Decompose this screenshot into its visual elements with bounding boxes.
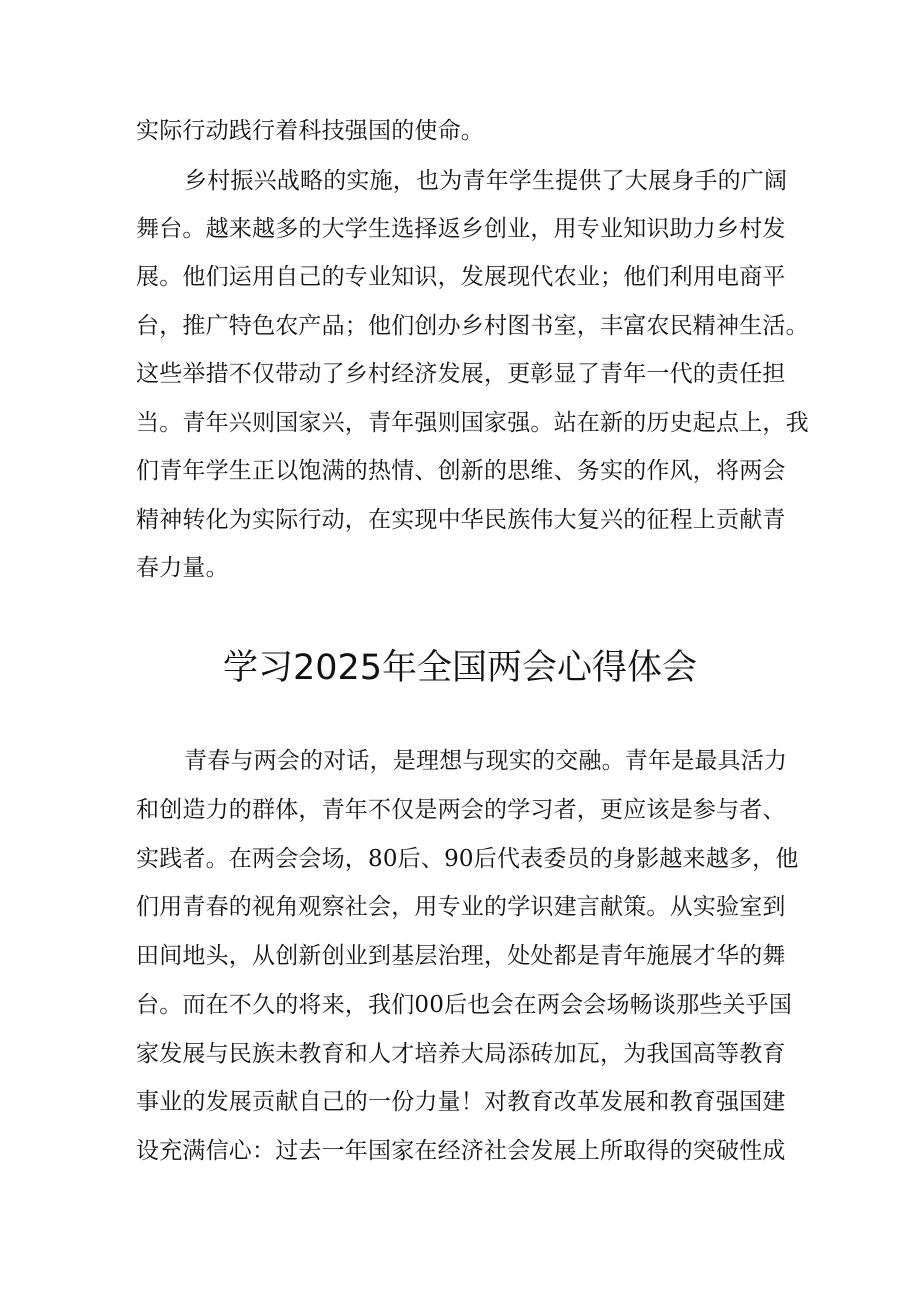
paragraph-2-line-4: 台，推广特色农产品；他们创办乡村图书室，丰富农民精神生活。 [136,313,809,339]
paragraph-3-line-9: 设充满信心：过去一年国家在经济社会发展上所取得的突破性成 [136,1138,786,1164]
paragraph-3-line-7: 家发展与民族未教育和人才培养大局添砖加瓦，为我国高等教育 [136,1041,786,1067]
paragraph-2-line-6: 当。青年兴则国家兴，青年强则国家强。站在新的历史起点上，我 [136,410,809,436]
paragraph-2-line-9: 春力量。 [136,555,229,581]
paragraph-3-line-5: 田间地头，从创新创业到基层治理，处处都是青年施展才华的舞 [136,943,786,969]
paragraph-2-line-8: 精神转化为实际行动，在实现中华民族伟大复兴的征程上贡献青 [136,507,786,533]
paragraph-3-line-4: 们用青春的视角观察社会，用专业的学识建言献策。从实验室到 [136,894,786,920]
document-heading: 学习2025年全国两会心得体会 [222,648,698,688]
paragraph-1-line-1: 实际行动践行着科技强国的使命。 [136,118,484,144]
paragraph-2-line-1: 乡村振兴战略的实施，也为青年学生提供了大展身手的广阔 [184,168,788,194]
paragraph-2-line-2: 舞台。越来越多的大学生选择返乡创业，用专业知识助力乡村发 [136,216,786,242]
paragraph-3-line-3: 实践者。在两会会场，80后、90后代表委员的身影越来越多，他 [136,846,799,872]
paragraph-2-line-3: 展。他们运用自己的专业知识，发展现代农业；他们利用电商平 [136,264,786,290]
paragraph-3-line-2: 和创造力的群体，青年不仅是两会的学习者，更应该是参与者、 [136,797,786,823]
paragraph-3-line-8: 事业的发展贡献自己的一份力量！对教育改革发展和教育强国建 [136,1089,786,1115]
paragraph-2-line-7: 们青年学生正以饱满的热情、创新的思维、务实的作风，将两会 [136,458,786,484]
paragraph-3-line-1: 青春与两会的对话，是理想与现实的交融。青年是最具活力 [184,748,788,774]
paragraph-2-line-5: 这些举措不仅带动了乡村经济发展，更彰显了青年一代的责任担 [136,361,786,387]
paragraph-3-line-6: 台。而在不久的将来，我们00后也会在两会会场畅谈那些关乎国 [136,992,793,1018]
